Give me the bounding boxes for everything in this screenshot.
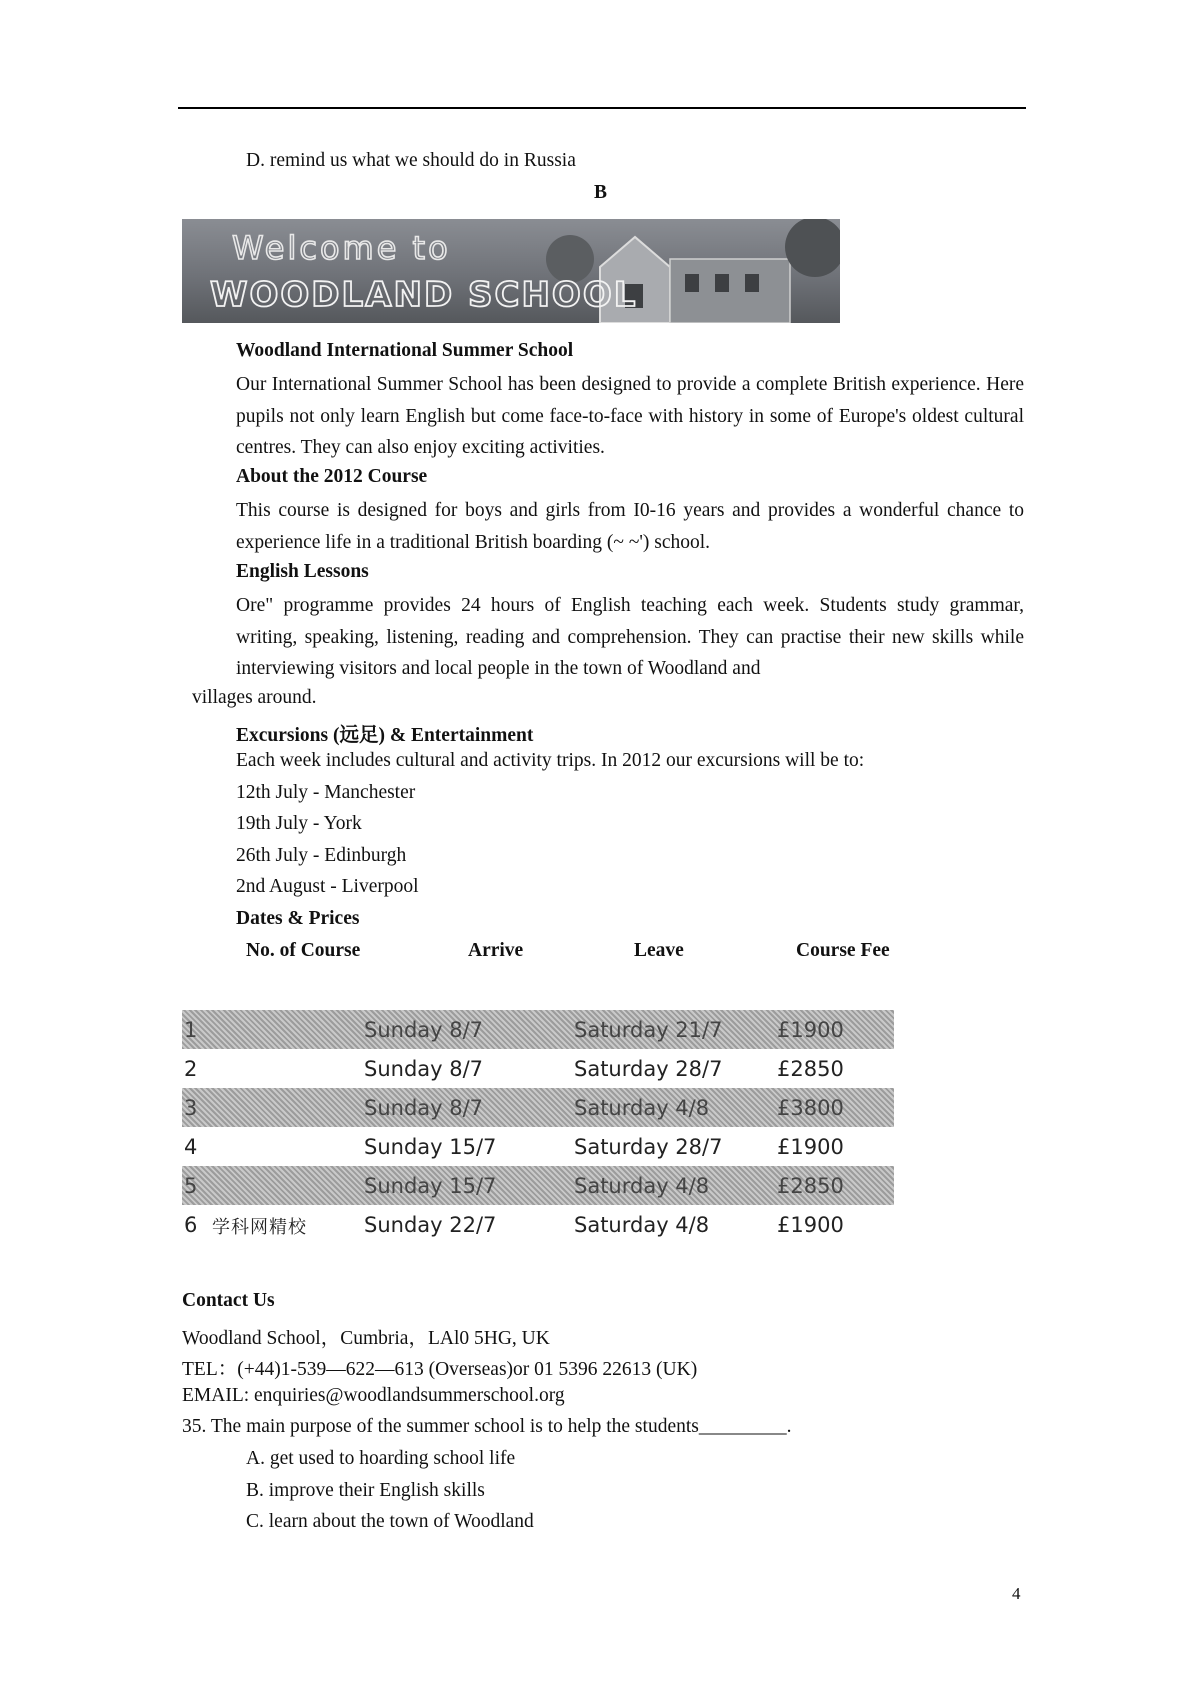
heading-excursions: Excursions (远足) & Entertainment bbox=[236, 725, 534, 746]
cell-no: 4 bbox=[184, 1135, 198, 1159]
banner-image bbox=[182, 219, 840, 323]
page-number: 4 bbox=[1012, 1584, 1021, 1603]
heading-contact: Contact Us bbox=[182, 1290, 275, 1311]
cell-no: 5 bbox=[184, 1174, 198, 1198]
cell-arrive: Sunday 8/7 bbox=[364, 1018, 484, 1042]
excursions-intro: Each week includes cultural and activity trips. In 2012 our excursions will be to: bbox=[236, 750, 865, 771]
table-row bbox=[182, 1127, 894, 1166]
lessons-text: Ore" programme provides 24 hours of English teaching each week. Students study grammar, writing, speaking, listening, reading and comprehension. They can practise their new skills while interviewing visitors and local people in the town of Woodland and bbox=[236, 595, 1024, 679]
header-rule bbox=[178, 107, 1026, 109]
banner-welcome-text: Welcome to bbox=[232, 229, 451, 267]
table-watermark: 学科网精校 bbox=[212, 1217, 307, 1238]
heading-school: Woodland International Summer School bbox=[236, 340, 574, 361]
option-a: A. get used to hoarding school life bbox=[246, 1448, 516, 1469]
heading-lessons: English Lessons bbox=[236, 561, 369, 582]
cell-leave: Saturday 4/8 bbox=[574, 1096, 710, 1120]
section-letter: B bbox=[594, 182, 608, 203]
lessons-text-end: villages around. bbox=[192, 687, 317, 708]
contact-email: EMAIL: enquiries@woodlandsummerschool.org bbox=[182, 1385, 565, 1406]
table-row bbox=[182, 1205, 894, 1244]
excursion-item: 2nd August - Liverpool bbox=[236, 876, 419, 897]
cell-no: 1 bbox=[184, 1018, 198, 1042]
excursion-item: 19th July - York bbox=[236, 813, 362, 834]
lessons-paragraph bbox=[182, 590, 1024, 685]
cell-leave: Saturday 21/7 bbox=[574, 1018, 723, 1042]
cell-arrive: Sunday 8/7 bbox=[364, 1057, 484, 1081]
course-text: This course is designed for boys and girls from I0-16 years and provides a wonderful chance to experience life in a traditional British boarding (~ ~') school. bbox=[236, 500, 1024, 553]
course-paragraph bbox=[182, 495, 1024, 558]
prices-table bbox=[182, 1010, 894, 1244]
cell-leave: Saturday 28/7 bbox=[574, 1135, 723, 1159]
table-row bbox=[182, 1010, 894, 1049]
banner-school-text: WOODLAND SCHOOL bbox=[210, 275, 638, 315]
option-c: C. learn about the town of Woodland bbox=[246, 1511, 534, 1532]
intro-paragraph bbox=[182, 369, 1024, 464]
cell-fee: £3800 bbox=[777, 1096, 844, 1120]
table-header-leave: Leave bbox=[634, 940, 684, 961]
cell-leave: Saturday 4/8 bbox=[574, 1213, 710, 1237]
cell-arrive: Sunday 15/7 bbox=[364, 1174, 497, 1198]
question-35: 35. The main purpose of the summer school is to help the students_________. bbox=[182, 1416, 792, 1437]
table-row bbox=[182, 1166, 894, 1205]
table-header-arrive: Arrive bbox=[468, 940, 524, 961]
cell-fee: £2850 bbox=[777, 1174, 844, 1198]
excursion-item: 12th July - Manchester bbox=[236, 782, 416, 803]
cell-no: 6 bbox=[184, 1213, 198, 1237]
cell-fee: £1900 bbox=[777, 1018, 844, 1042]
cell-no: 2 bbox=[184, 1057, 198, 1081]
table-header-course: No. of Course bbox=[246, 940, 361, 961]
cell-arrive: Sunday 22/7 bbox=[364, 1213, 497, 1237]
excursion-item: 26th July - Edinburgh bbox=[236, 845, 407, 866]
table-row bbox=[182, 1049, 894, 1088]
table-row bbox=[182, 1088, 894, 1127]
contact-address: Woodland School，Cumbria，LAl0 5HG, UK bbox=[182, 1328, 550, 1349]
cell-no: 3 bbox=[184, 1096, 198, 1120]
cell-arrive: Sunday 15/7 bbox=[364, 1135, 497, 1159]
cell-fee: £1900 bbox=[777, 1135, 844, 1159]
option-d: D. remind us what we should do in Russia bbox=[246, 150, 576, 171]
contact-tel: TEL：(+44)1-539—622—613 (Overseas)or 01 5396 22613 (UK) bbox=[182, 1359, 698, 1380]
intro-text: Our International Summer School has been designed to provide a complete British experience. Here pupils not only learn English but come face-to-face with history in some of Europe's oldest cultural centres. They can also enjoy exciting activities. bbox=[236, 374, 1024, 458]
table-header-fee: Course Fee bbox=[796, 940, 890, 961]
cell-fee: £1900 bbox=[777, 1213, 844, 1237]
cell-arrive: Sunday 8/7 bbox=[364, 1096, 484, 1120]
cell-leave: Saturday 28/7 bbox=[574, 1057, 723, 1081]
option-b: B. improve their English skills bbox=[246, 1480, 485, 1501]
cell-leave: Saturday 4/8 bbox=[574, 1174, 710, 1198]
heading-course: About the 2012 Course bbox=[236, 466, 428, 487]
heading-dates: Dates & Prices bbox=[236, 908, 360, 929]
cell-fee: £2850 bbox=[777, 1057, 844, 1081]
